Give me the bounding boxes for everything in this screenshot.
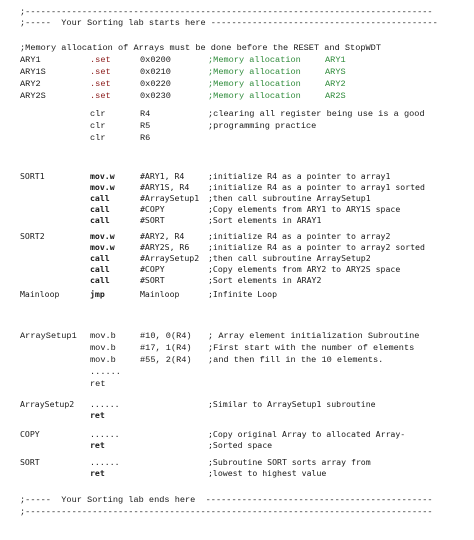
clear-row: clr R6 [90, 133, 151, 143]
setup1-row: ArraySetup1 mov.b #10, 0(R4) ; Array element initialization Subroutine [20, 331, 420, 341]
memory-row: ARY1S .set 0x0210 ;Memory allocation ARYS [20, 67, 346, 77]
footer-rule: ;------------------------------------------------------------------------------- [20, 507, 433, 517]
mainloop-row: Mainloop jmp Mainloop ;Infinite Loop [20, 289, 278, 299]
setup1-row: mov.b #55, 2(R4) ;and then fill in the 10 elements. [90, 355, 384, 365]
sort1-row: call #SORT ;Sort elements in ARAY1 [90, 215, 322, 225]
copy-row: COPY ...... ;Copy original Array to allocated Array- [20, 429, 406, 439]
sort1-row: SORT1 mov.w #ARY1, R4 ;initialize R4 as a pointer to array1 [20, 171, 391, 181]
sort1-row: mov.w #ARY1S, R4 ;initialize R4 as a pointer to array1 sorted [90, 182, 425, 192]
setup2-ret: ret [90, 410, 105, 420]
sort2-row: call #SORT ;Sort elements in ARAY2 [90, 275, 322, 285]
sort-ret: ret ;lowest to highest value [90, 468, 327, 478]
setup1-ellipsis: ...... [90, 367, 121, 377]
sort1-row: call #COPY ;Copy elements from ARY1 to ARY1S space [90, 204, 401, 214]
sort2-row: mov.w #ARY2S, R6 ;initialize R4 as a pointer to array2 sorted [90, 242, 425, 252]
memory-row: ARY2 .set 0x0220 ;Memory allocation ARY2 [20, 79, 346, 89]
clear-row: clr R5 ;programming practice [90, 121, 317, 131]
clear-row: clr R4 ;clearing all register being use is a good [90, 109, 425, 119]
memory-row: ARY1 .set 0x0200 ;Memory allocation ARY1 [20, 55, 346, 65]
header-title: ;----- Your Sorting lab starts here -------------------------------------------- [20, 18, 438, 28]
header-rule: ;------------------------------------------------------------------------------- [20, 7, 433, 17]
sort1-row: call #ArraySetup1 ;then call subroutine ArraySetup1 [90, 193, 371, 203]
memory-comment: ;Memory allocation of Arrays must be done before the RESET and StopWDT [20, 43, 381, 53]
sort2-row: call #ArraySetup2 ;then call subroutine ArraySetup2 [90, 253, 371, 263]
memory-row: ARY2S .set 0x0230 ;Memory allocation AR2S [20, 91, 346, 101]
setup1-ret: ret [90, 379, 106, 389]
copy-ret: ret ;Sorted space [90, 440, 273, 450]
sort-row: SORT ...... ;Subroutine SORT sorts array from [20, 457, 371, 467]
setup2-row: ArraySetup2 ...... ;Similar to ArraySetup1 subroutine [20, 399, 376, 409]
sort2-row: call #COPY ;Copy elements from ARY2 to ARY2S space [90, 264, 401, 274]
footer-title: ;----- Your Sorting lab ends here -------------------------------------------- [20, 495, 433, 505]
sort2-row: SORT2 mov.w #ARY2, R4 ;initialize R4 as a pointer to array2 [20, 231, 391, 241]
setup1-row: mov.b #17, 1(R4) ;First start with the number of elements [90, 343, 415, 353]
